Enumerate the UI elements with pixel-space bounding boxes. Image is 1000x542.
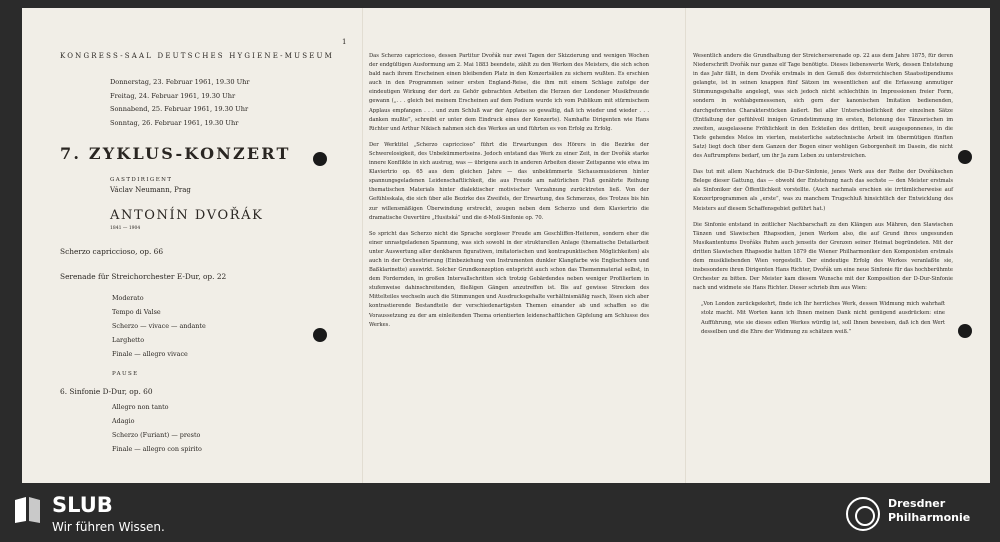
composer-name: ANTONÍN DVOŘÁK [110, 208, 264, 223]
paragraph: Wesentlich anders die Grundhaltung der Streicherserenade op. 22 aus dem Jahre 1875, für deren Niederschrift Dvořák nur ganze elf Tage benötigte. Dieses liebenswerte Werk, dessen Entstehung in das Jahr fällt, in dem Dvořák erstmals in den Genuß des österreichischen Staatsstipendiums gelangte, ist in seinen knappen fünf Sätzen im wesentlichen auf die Erfassung anmutiger Stimmungsgehalte angelegt, was sich jedoch nicht schlechthin in Impressionen freier Form, sondern in wohlabgemessenen, sich gern der kanonischen Imitation bedienenden, durchgeformten Charakterstücken äußert. Bei aller Unterschiedlichkeit der einzelnen Sätze (Entfaltung der gefühlvoll innigen Grundstimmung im ersten, Betonung des Tänzerischen im zweiten, ausgelassene Fröhlichkeit in den Eckteilen des dritten, breit ausgesponnenes, in die Tiefe gehendes Melos im vierten, meisterliche satztechnische Arbeit im übermütigen fünften Satz) liegt doch über dem Ganzen der Bogen einer wohligen Geborgenheit im Dasein, die nicht des Auftrumpfens bedarf, um ihr Ja zum Leben zu unterstreichen. [693, 53, 953, 160]
composer-years: 1841 — 1904 [110, 226, 141, 231]
program-sheet [22, 8, 990, 483]
movement: Larghetto [112, 336, 145, 344]
program-column [60, 52, 340, 456]
slub-name: SLUB [52, 493, 113, 517]
fold-line [685, 8, 686, 483]
date-line: Donnerstag, 23. Februar 1961, 19.30 Uhr [110, 78, 250, 86]
page-number: 1 [342, 38, 347, 46]
philharmonie-name-line2: Philharmonie [888, 511, 971, 524]
footer-bar [0, 491, 1000, 542]
philharmonie-name-line1: Dresdner [888, 497, 946, 510]
notes-column-serenade [693, 52, 953, 337]
movement-list [112, 400, 340, 456]
paragraph: Die Sinfonie entstand in zeitlicher Nachbarschaft zu den Klängen aus Mähren, den Slawischen Tänzen und Slawischen Rhapsodien, jenen Werken also, die auf Grund ihres ungesunden Musikantentums Dvořáks Ruhm auch jenseits der Grenzen seiner Heimat begründeten. Mit der dritten Slawischen Rhapsodie hatten 1879 die Wiener Philharmoniker den Komponisten erstmals dem musikliebenden Wien vorgestellt. Der eindeutige Erfolg des Werkes veranlaßte sie, insbesondere ihren Dirigenten Hans Richter, Dvořák um eine neue Sinfonie für das hochberühmte Orchester zu bitten. Der Meister kam diesem Wunsche mit der Komposition der D-Dur-Sinfonie nach und widmete sie Hans Richter. Dieser schrieb ihm aus Wien: [693, 221, 953, 292]
date-list [110, 76, 340, 130]
slub-tagline: Wir führen Wissen. [52, 520, 165, 534]
slub-logo-icon [13, 496, 43, 524]
venue: KONGRESS-SAAL DEUTSCHES HYGIENE-MUSEUM [60, 52, 334, 60]
movement-list [112, 291, 340, 361]
movement: Moderato [112, 294, 144, 302]
movement: Finale — allegro con spirito [112, 445, 202, 453]
work-title: Serenade für Streichorchester E-Dur, op. 22 [60, 272, 227, 281]
quote: „Von London zurückgekehrt, finde ich Ihr herrliches Werk, dessen Widmung mich wahrhaft stolz macht. Mit Worten kann ich Ihnen meinen Dank nicht genügend ausdrücken: eine Aufführung, wie sie dieses edlen Werkes würdig ist, soll Ihnen beweisen, daß ich den Wert desselben und die Ehre der Widmung zu schätzen weiß.” [701, 301, 945, 335]
movement: Finale — allegro vivace [112, 350, 188, 358]
date-line: Sonnabend, 25. Februar 1961, 19.30 Uhr [110, 105, 249, 113]
punch-hole [958, 324, 972, 338]
movement: Allegro non tanto [112, 403, 169, 411]
fold-line [362, 8, 363, 483]
paragraph: Das tut mit allem Nachdruck die D-Dur-Sinfonie, jenes Werk aus der Reihe der Dvořákschen Belege dieser Gattung, das — obwohl der Entstehung nach das sechste — den Meister erstmals als Sinfoniker der Öffentlichkeit vorstellte. (Auch nachmals erschien sie irrtümlicherweise auf Konzertprogrammen als „erste”, was zu manchem Trugschluß hinsichtlich der Entwicklung des Meisters auf diesem Schaffensgebiet geführt hat.) [693, 169, 953, 212]
punch-hole [958, 150, 972, 164]
movement: Adagio [112, 417, 135, 425]
movement: Tempo di Valse [112, 308, 161, 316]
paragraph: Der Werktitel „Scherzo capriccioso” führt die Erwartungen des Hörers in die Bezirke der Schwerelosigkeit, des Unbekümmertseins. Jedoch entstand das Werk zu einer Zeit, in der Dvořák starke innere Konflikte in sich austrug, was — übrigens auch in anderen Arbeiten dieser Zeitspanne wie etwa im Klaviertrio op. 65 aus dem gleichen Jahre — das unbekümmerte Sichausmusizieren hinter spannungsgeladenen Leidenschaftlichkeit, die aus Freude am natürlichen Fluß genährte Reihung thematischen Materials hinter dialektischer motivischer Verzahnung zurücktreten ließ. Von der Gefühlsskala, die sich über alle Bezirke des Zweifels, der Erwartung, des Schmerzes, des Trotzes bis hin zur willensmäßigen Überwindung erstreckt, zeugen neben dem Scherzo und dem Klaviertrio die dramatische Ouvertüre „Husitská” und die d-Moll-Sinfonie op. 70. [369, 141, 649, 221]
notes-column-scherzo [369, 52, 649, 337]
concert-title: 7. ZYKLUS-KONZERT [60, 144, 291, 163]
philharmonie-logo-icon [846, 497, 880, 531]
paragraph: So spricht das Scherzo nicht die Sprache sorgloser Freude am Geschliffen-Heiteren, sondern eher die einer unrastgeladenen Spannung, was sich sowohl in der strukturellen Anlage (thematische Detailarbeit unter Auswertung aller denkbaren figurativen, imitatorischen und kontrapunktischen Möglichkeiten) als auch in der Orchestrierung (Einbeziehung von Instrumenten dunkler Klangfarbe wie Englischhorn und Baßklarinette) auswirkt. Solcher Grundkonzeption entspricht auch schon das Themenmaterial selbst, in dem Fordernden, in großen Intervallschritten sich trotzig Gebärdendes neben weniger Profiliertem in stufenweise dahinschreitenden, fließigen Gängen anzutreffen ist. Bis auf gewisse Strecken des Mittelteiles wechseln auch die Stimmungen und Ausdrucksgehalte verhältnismäßig rasch, lösen sich aber kontrastierende Bestandteile der verschiedenartigsten Themen einander ab und schaffen so die Voraussetzung zu der am einleitenden Thema orientierten leidenschaftlichen Gipfelung am Schlusse des Werkes. [369, 230, 649, 328]
conductor-label: GASTDIRIGENT [110, 177, 173, 183]
conductor-name: Václav Neumann, Prag [110, 186, 191, 194]
date-line: Freitag, 24. Februar 1961, 19.30 Uhr [110, 91, 236, 100]
paragraph: Das Scherzo capriccioso, dessen Partitur Dvořák nur zwei Tagen der Skizzierung und wenigen Wochen der endgültigen Ausformung am 2. Mai 1883 beendete, zählt zu den Werken des Meisters, die sich schon bald nach ihrem Erscheinen einen bleibenden Platz in den Konzertsälen zu sichern wußten. Es erschien auch in den Programmen seiner ersten England-Reise, die ihm mit einem Schlage zufolge der eindeutigen Wirkung der dort zu Gehör gebrachten Arbeiten die Herzen der Londoner Musikfreunde gewann („. . . gleich bei meinem Erscheinen auf dem Podium wurde ich vom Publikum mit stürmischem Applaus empfangen . . . und zum Schluß war der Applaus so gewaltig, daß ich wieder und wieder . . . danken mußte”, schreibt er unter dem Eindruck eines der Konzerte). Namhafte Dirigenten wie Hans Richter und Arthur Nikisch nahmen sich des Werkes an und führten es von Erfolg zu Erfolg. [369, 53, 649, 132]
pause-label: PAUSE [112, 371, 139, 377]
work-title: Scherzo capriccioso, op. 66 [60, 247, 164, 256]
movement: Scherzo — vivace — andante [112, 322, 206, 330]
movement: Scherzo (Furiant) — presto [112, 431, 201, 439]
date-line: Sonntag, 26. Februar 1961, 19.30 Uhr [110, 118, 239, 127]
work-title: 6. Sinfonie D-Dur, op. 60 [60, 387, 153, 396]
